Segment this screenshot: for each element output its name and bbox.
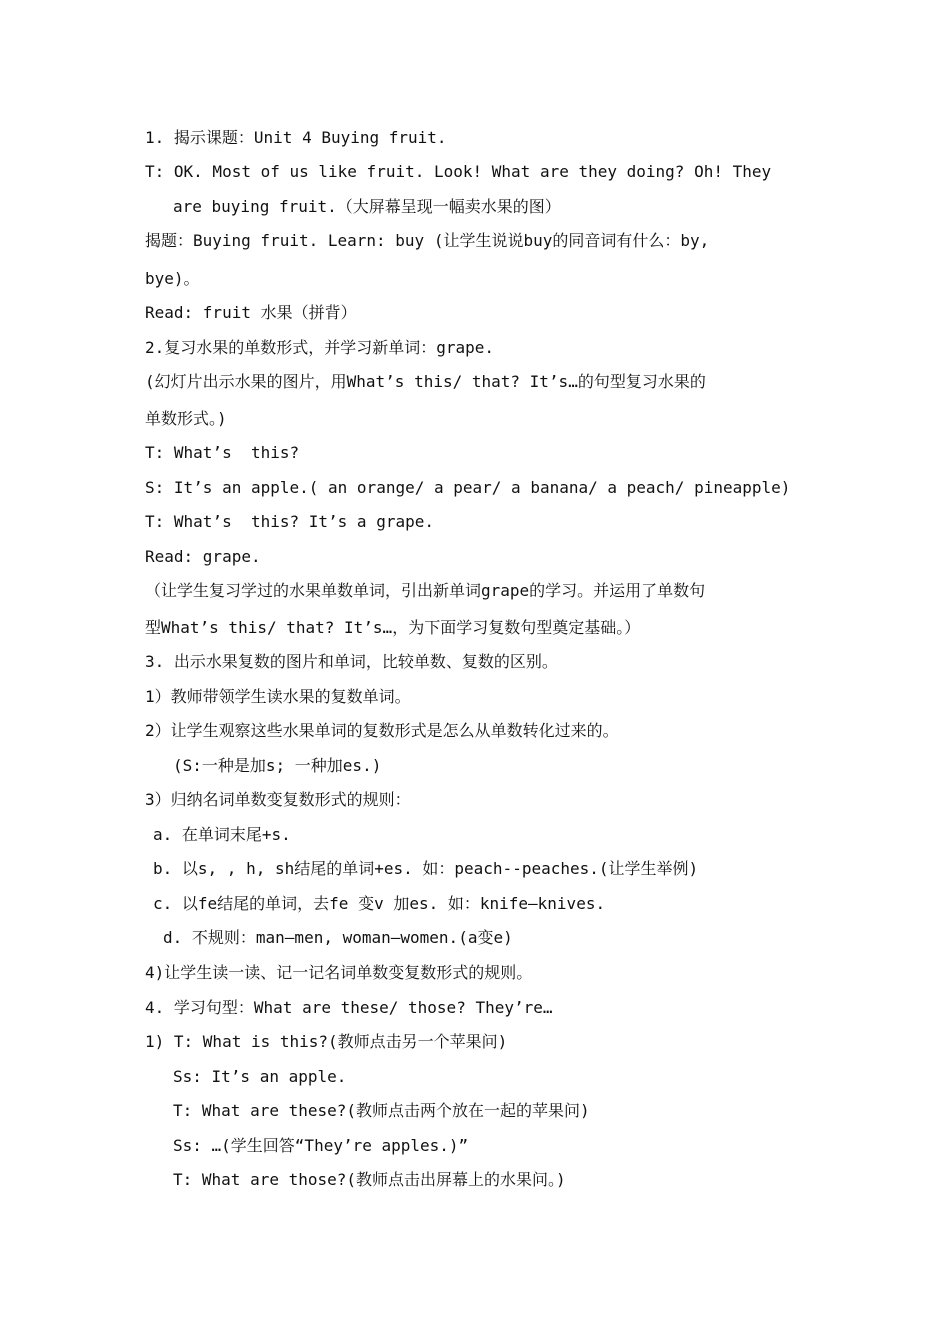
text-line: 单数形式。): [145, 409, 227, 428]
text-line: T: What’s this? It’s a grape.: [145, 512, 434, 531]
text-line: 4)让学生读一读、记一记名词单数变复数形式的规则。: [145, 963, 533, 982]
text-line: bye)。: [145, 269, 200, 288]
text-line: (S:一种是加s; 一种加es.): [173, 756, 382, 775]
text-line: Ss: It’s an apple.: [173, 1067, 347, 1086]
text-line: 1）教师带领学生读水果的复数单词。: [145, 687, 411, 706]
text-line: 3. 出示水果复数的图片和单词，比较单数、复数的区别。: [145, 652, 558, 671]
text-line: 2.复习水果的单数形式，并学习新单词：grape.: [145, 338, 495, 357]
text-line: (幻灯片出示水果的图片，用What’s this/ that? It’s…的句型复习水果的: [145, 372, 706, 391]
text-line: S: It’s an apple.( an orange/ a pear/ a banana/ a peach/ pineapple): [145, 478, 791, 497]
text-line: d. 不规则：man—men, woman—women.(a变e): [163, 928, 513, 947]
text-line: are buying fruit.（大屏幕呈现一幅卖水果的图）: [173, 197, 561, 216]
text-line: 3）归纳名词单数变复数形式的规则：: [145, 790, 411, 809]
text-line: Ss: …(学生回答“They’re apples.)”: [173, 1136, 469, 1155]
text-line: 2）让学生观察这些水果单词的复数形式是怎么从单数转化过来的。: [145, 721, 619, 740]
text-line: T: What are these?(教师点击两个放在一起的苹果问): [173, 1101, 590, 1120]
text-line: b. 以s, , h, sh结尾的单词+es. 如：peach--peaches.(让学生举例): [153, 859, 699, 878]
text-line: 1. 揭示课题：Unit 4 Buying fruit.: [145, 128, 447, 147]
text-line: （让学生复习学过的水果单数单词，引出新单词grape的学习。并运用了单数句: [145, 581, 706, 600]
text-line: c. 以fe结尾的单词，去fe 变v 加es. 如：knife—knives.: [153, 894, 606, 913]
text-line: Read: grape.: [145, 547, 261, 566]
text-line: T: What are those?(教师点击出屏幕上的水果问。): [173, 1170, 566, 1189]
text-line: T: OK. Most of us like fruit. Look! What are they doing? Oh! They: [145, 162, 772, 181]
text-line: Read: fruit 水果（拼背）: [145, 303, 357, 322]
text-line: 揭题：Buying fruit. Learn: buy (让学生说说buy的同音词有什么：by,: [145, 231, 710, 250]
text-line: T: What’s this?: [145, 443, 300, 462]
text-line: 1) T: What is this?(教师点击另一个苹果问): [145, 1032, 508, 1051]
text-line: 型What’s this/ that? It’s…，为下面学习复数句型奠定基础。）: [145, 618, 641, 637]
text-line: a. 在单词末尾+s.: [153, 825, 291, 844]
text-line: 4. 学习句型：What are these/ those? They’re…: [145, 998, 553, 1017]
